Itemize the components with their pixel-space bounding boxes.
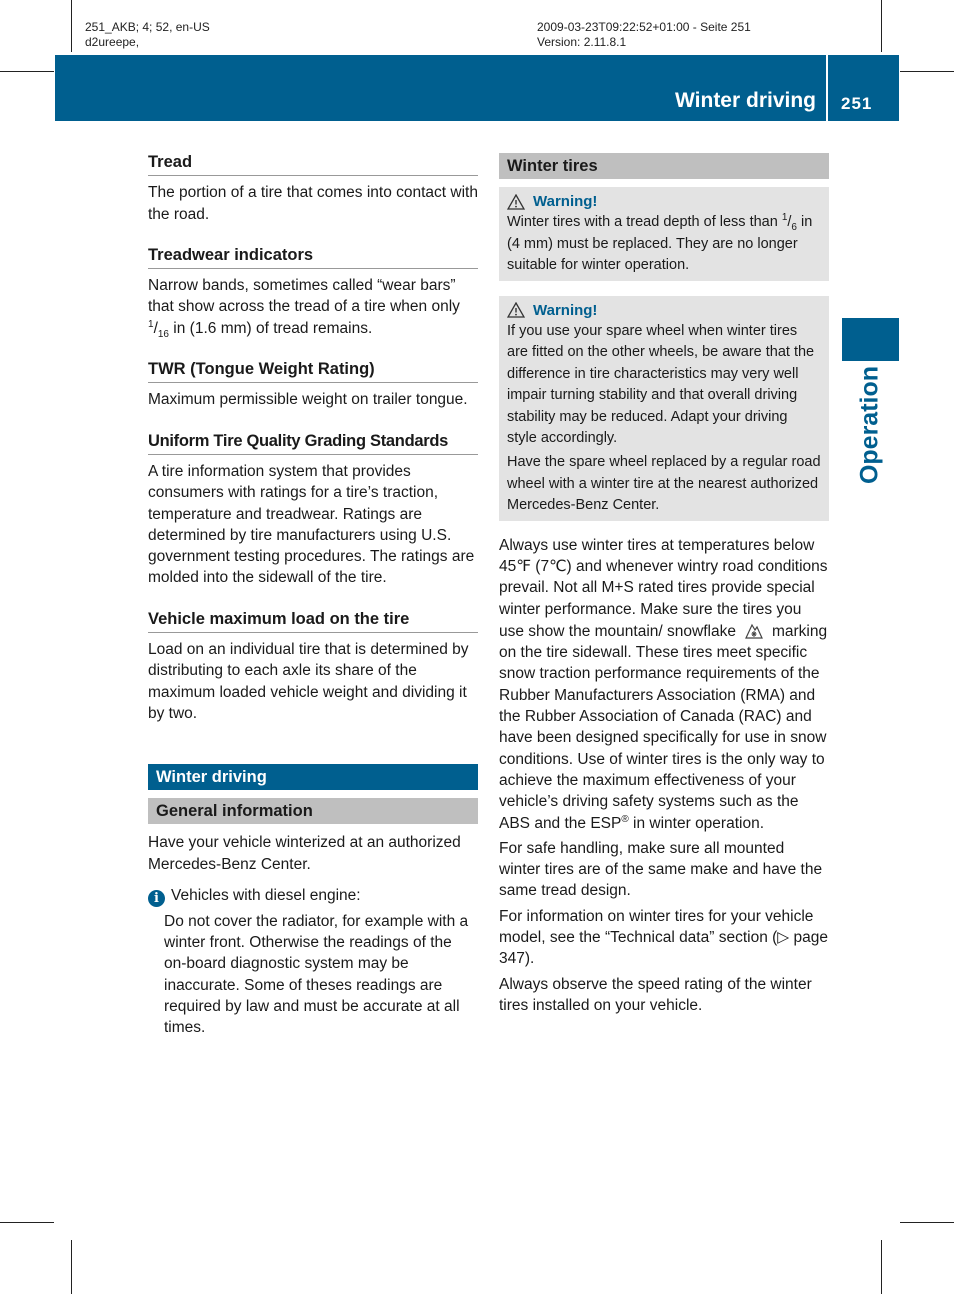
glossary-term: TWR (Tongue Weight Rating) (148, 359, 478, 383)
warning-box (499, 187, 829, 281)
info-note (148, 885, 478, 1039)
crop-mark (881, 0, 882, 52)
side-tab-marker (842, 318, 899, 361)
fraction-numerator: 1 (781, 212, 788, 224)
crop-mark (900, 1222, 954, 1223)
print-meta-line: Version: 2.11.8.1 (537, 35, 627, 49)
crop-mark (0, 71, 54, 72)
warning-text: Have the spare wheel replaced by a regular road wheel with a winter tire at the nearest authorized Mercedes-Benz Center. (507, 454, 821, 514)
warning-text: If you use your spare wheel when winter tires are fitted on the other wheels, be aware that the difference in tire characteristics may very well impair turning stability and that overall driving stability may be reduced. Adapt your driving style accordingly. (507, 323, 815, 447)
subsection-heading-general-information: General information (148, 798, 478, 824)
crop-mark (881, 1240, 882, 1294)
crop-mark (0, 1222, 54, 1223)
warning-text: Winter tires with a tread depth of less than $^1/_6$ in (4 mm) must be replaced. They are no longer suitable for winter operation. (507, 212, 813, 274)
glossary-definition: Load on an individual tire that is determined by distributing to each axle its share of the maximum loaded vehicle weight and dividing it by two. (148, 641, 469, 722)
warning-text-part: Winter tires with a tread depth of less than (507, 214, 782, 231)
winter-tires-body: Always observe the speed rating of the winter tires installed on your vehicle. (499, 975, 812, 1014)
print-meta-line: 251_AKB; 4; 52, en-US (85, 20, 210, 34)
crop-mark (71, 1240, 72, 1294)
side-tab-label: Operation (855, 365, 884, 485)
section-heading-winter-driving: Winter driving (148, 764, 478, 790)
fraction-numerator: 1 (148, 318, 154, 330)
info-note-body: Do not cover the radiator, for example with a winter front. Otherwise the readings of the on-board diagnostic system may be inaccurate. Some of theses readings are required by law and must be accurate at all times. (164, 912, 469, 1037)
print-meta-left (85, 20, 210, 50)
winter-tires-body: For information on winter tires for your vehicle model, see the “Technical data” section (▷ page 347). (499, 907, 828, 968)
glossary-definition: Maximum permissible weight on trailer tongue. (148, 391, 468, 409)
body-text: in winter operation. (628, 814, 765, 832)
glossary-term: Tread (148, 152, 478, 176)
definition-text: in (1.6 mm) of tread remains. (169, 319, 373, 337)
header-divider (826, 55, 828, 121)
fraction-denominator: 6 (791, 222, 797, 234)
fraction-denominator: 16 (157, 328, 169, 340)
glossary-term: Vehicle maximum load on the tire (148, 609, 478, 633)
print-meta-line: d2ureepe, (85, 35, 140, 49)
glossary-term: Treadwear indicators (148, 245, 478, 269)
left-column (148, 152, 478, 1039)
warning-triangle-icon (507, 302, 525, 318)
print-meta-line: 2009-03-23T09:22:52+01:00 - Seite 251 (537, 20, 751, 34)
crop-mark (71, 0, 72, 52)
right-column (499, 153, 829, 1020)
section-heading-winter-tires: Winter tires (499, 153, 829, 179)
info-note-head: Vehicles with diesel engine: (171, 886, 361, 904)
winter-tires-body: For safe handling, make sure all mounted winter tires are of the same make and have the same tread design. (499, 839, 823, 900)
glossary-term: Uniform Tire Quality Grading Standards (148, 431, 478, 455)
header-section-title: Winter driving (675, 89, 816, 112)
winter-tires-body (499, 535, 829, 834)
warning-label: Warning! (533, 301, 598, 319)
glossary-definition: Narrow bands, sometimes called “wear bars” that show across the tread of a tire when only $^1/_{16}$ in (1.6 mm) of tread remains. (148, 277, 460, 340)
glossary-definition: The portion of a tire that comes into contact with the road. (148, 184, 478, 223)
warning-label: Warning! (533, 193, 598, 210)
definition-text: Narrow bands, sometimes called “wear bars” that show across the tread of a tire when only (148, 277, 460, 316)
mountain-snowflake-icon (744, 620, 764, 640)
winterize-intro: Have your vehicle winterized at an authorized Mercedes-Benz Center. (148, 834, 461, 873)
registered-mark: ® (621, 813, 629, 825)
warning-triangle-icon (507, 194, 525, 210)
warning-text-part: in (4 mm) must be replaced. They are no longer suitable for winter operation. (507, 214, 813, 274)
body-text: marking on the tire sidewall. These tires meet specific snow traction performance requirements of the Rubber Manufacturers Association (RMA) and the Rubber Association of Canada (RAC) and have been designed specifically for use in snow conditions. Use of winter tires is the only way to achieve the maximum effectiveness of your vehicle’s driving safety systems such as the ABS and the ESP (499, 622, 828, 832)
body-text: Always use winter tires at temperatures below 45℉ (7℃) and whenever wintry road conditions prevail. Not all M+S rated tires provide special winter performance. Make sure the tires you use show the mountain/ snowflake (499, 536, 828, 640)
print-meta-right (537, 20, 751, 50)
page-number: 251 (841, 94, 873, 113)
warning-box (499, 296, 829, 521)
info-icon: i (148, 890, 165, 907)
crop-mark (900, 71, 954, 72)
glossary-definition: A tire information system that provides consumers with ratings for a tire’s traction, temperature and treadwear. Ratings are determined by tire manufacturers using U.S. government testing procedures. The ratings are molded into the sidewall of the tire. (148, 462, 475, 587)
